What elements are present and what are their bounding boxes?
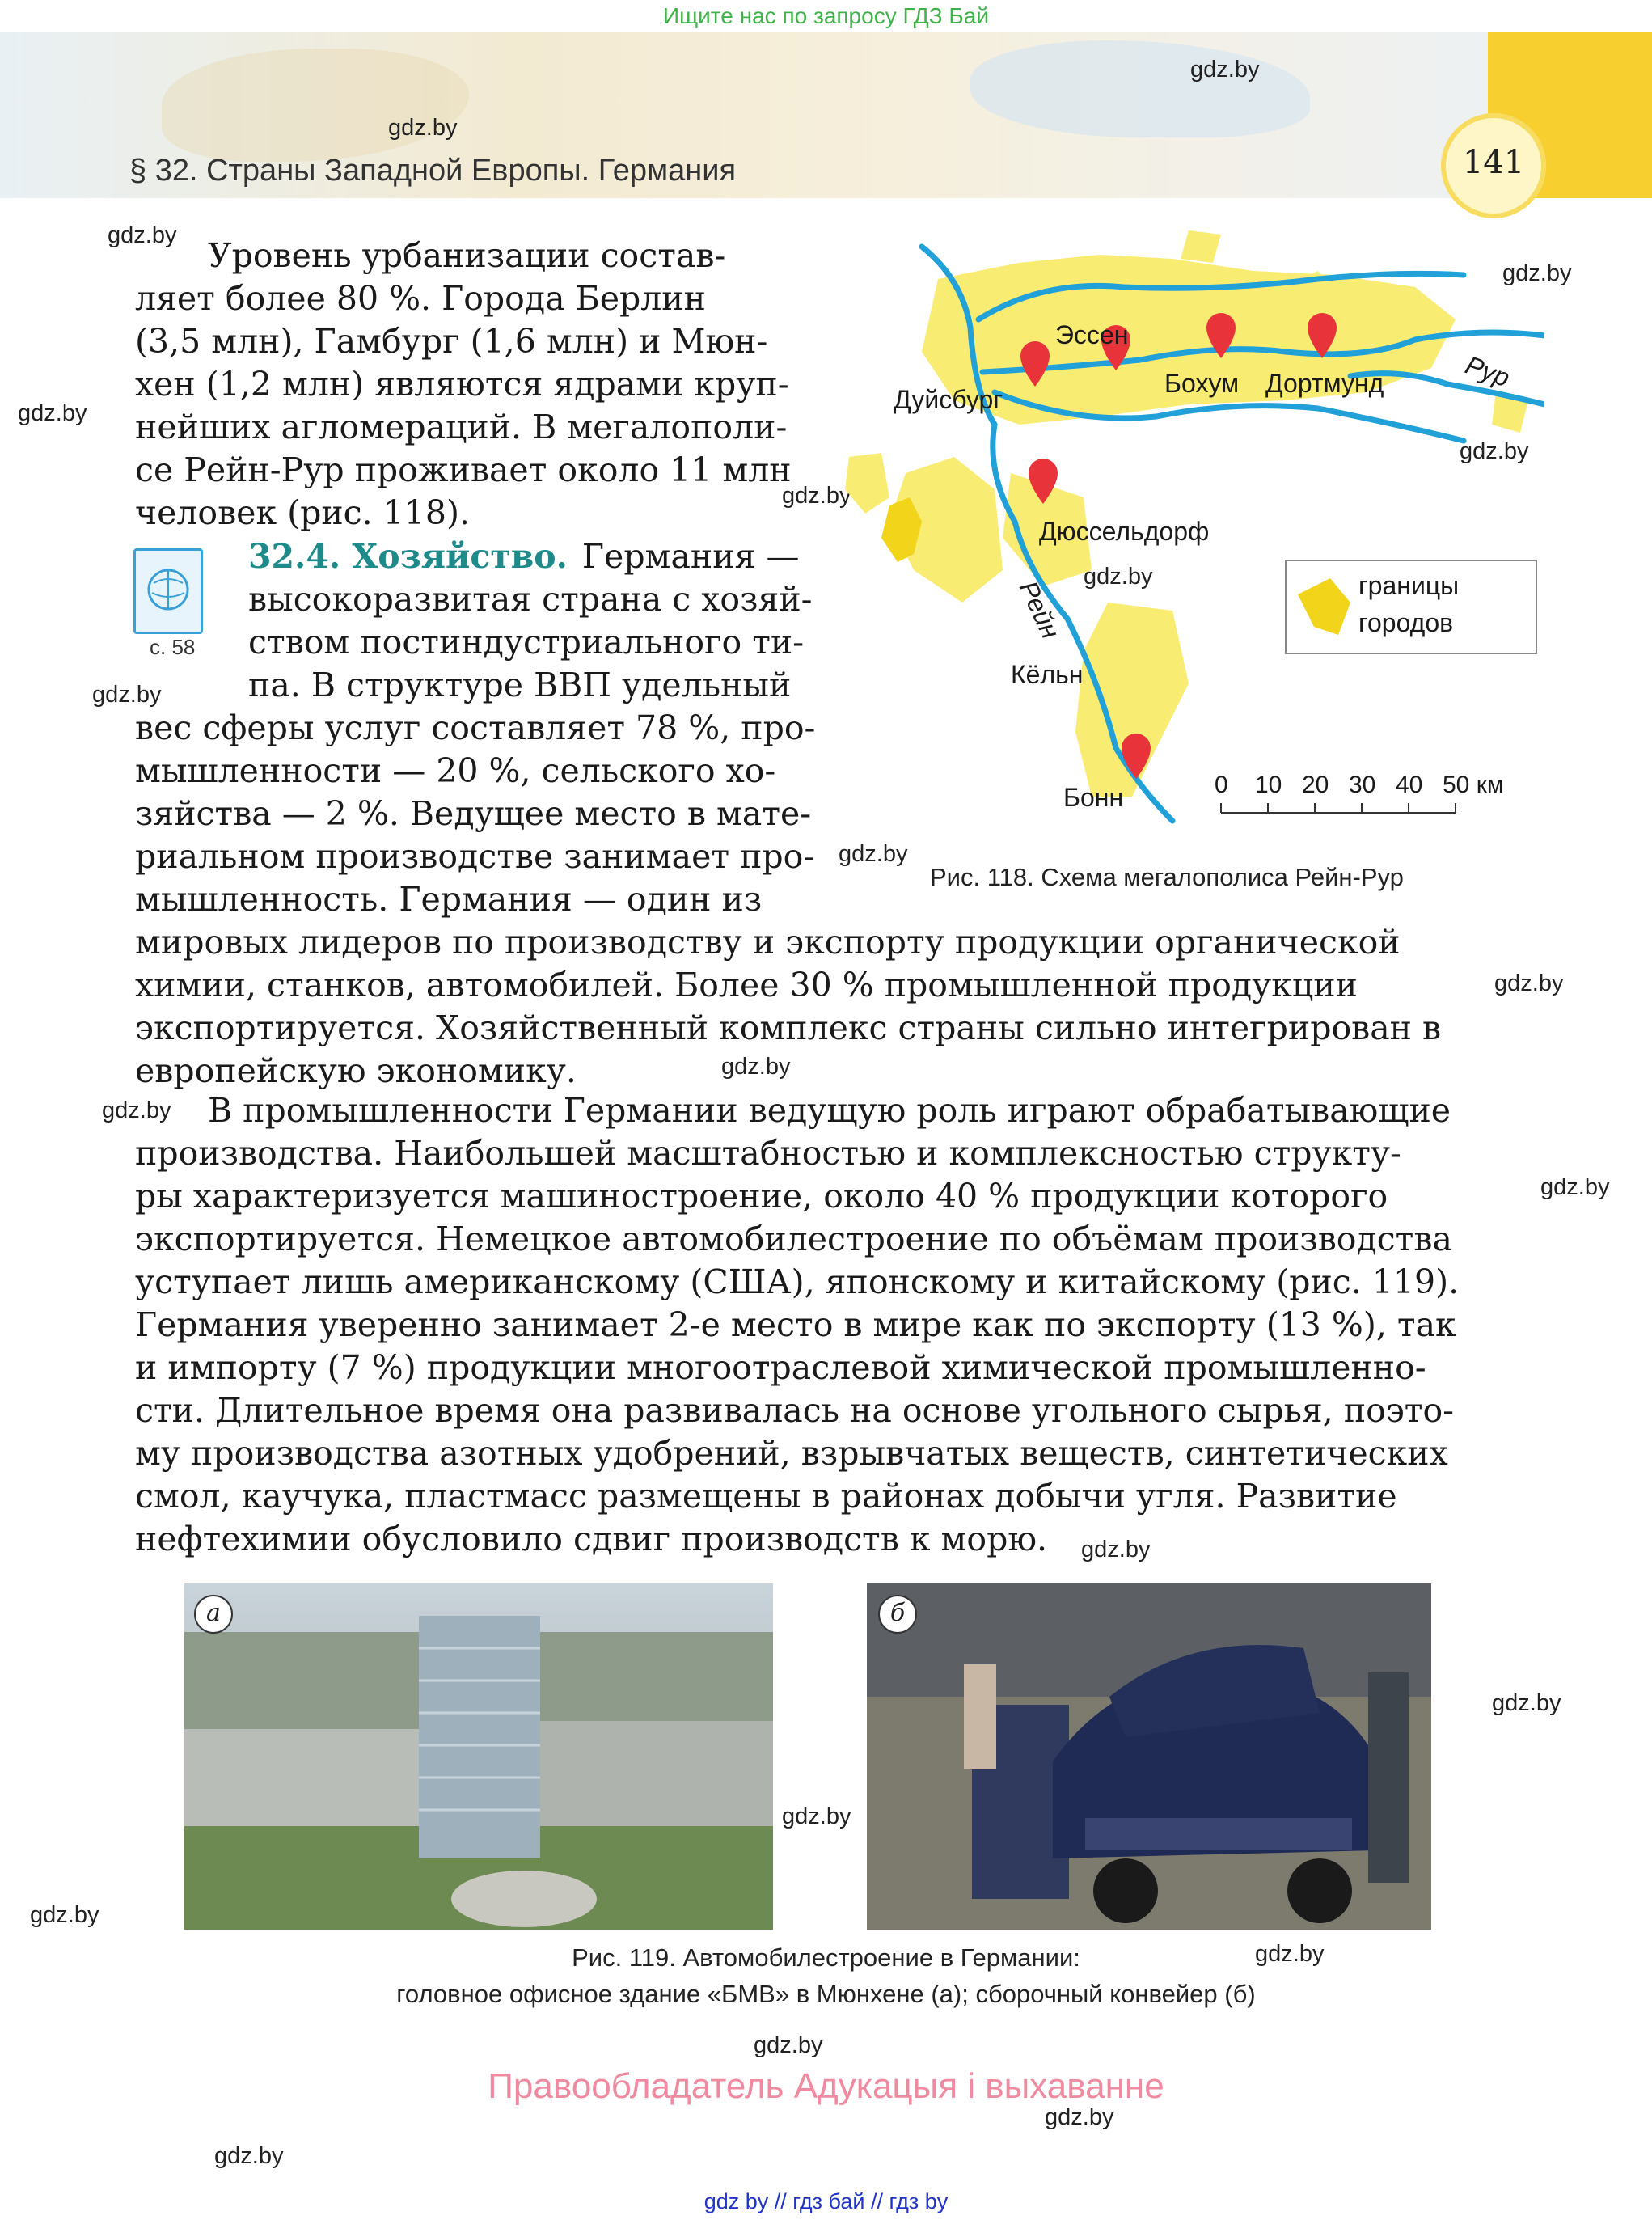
page-number: 141 bbox=[1462, 144, 1525, 181]
figure-119-caption-line1: Рис. 119. Автомобилестроение в Германии: bbox=[572, 1943, 1080, 1972]
chapter-title: § 32. Страны Западной Европы. Германия bbox=[129, 154, 737, 188]
scale-tick: 10 bbox=[1255, 772, 1282, 798]
scale-tick: 0 bbox=[1215, 772, 1228, 798]
map-legend bbox=[1286, 560, 1536, 653]
figure-118-caption: Рис. 118. Схема мегалополиса Рейн-Рур bbox=[930, 863, 1404, 891]
watermark: gdz.by bbox=[1494, 970, 1564, 996]
text-line: европейскую экономику. bbox=[135, 1051, 577, 1090]
map-scale bbox=[1215, 772, 1503, 813]
river-label-ruhr: Рур bbox=[1461, 349, 1514, 393]
search-hint-banner: Ищите нас по запросу ГДЗ Бай bbox=[662, 3, 990, 28]
city-label-dusseldorf: Дюссельдорф bbox=[1039, 517, 1210, 546]
text-line: вес сферы услуг составляет 78 %, про- bbox=[135, 708, 816, 747]
city-label-bonn: Бонн bbox=[1063, 783, 1124, 812]
scale-tick: 20 bbox=[1302, 772, 1329, 798]
text-line: мышленность. Германия — один из bbox=[135, 880, 763, 919]
text-line: уступает лишь американскому (США), японскому и китайскому (рис. 119). bbox=[135, 1262, 1460, 1301]
legend-text: границы городов bbox=[1358, 571, 1460, 637]
text-line: зяйства — 2 %. Ведущее место в мате- bbox=[135, 794, 812, 833]
text-line: риальном производстве занимает про- bbox=[135, 837, 815, 876]
photo-label-a: а bbox=[194, 1595, 233, 1634]
city-label-dortmund: Дортмунд bbox=[1265, 369, 1384, 398]
figure-119-caption-line2: головное офисное здание «БМВ» в Мюнхене (а); сборочный конвейер (б) bbox=[396, 1980, 1256, 2008]
watermark: gdz.by bbox=[1492, 1690, 1561, 1716]
text-line: и импорту (7 %) продукции многоотраслевой химической промышленно- bbox=[135, 1348, 1426, 1387]
section-heading: 32.4. Хозяйство. bbox=[248, 537, 568, 576]
rhine-ruhr-map bbox=[833, 230, 1544, 845]
watermark: gdz.by bbox=[30, 1902, 99, 1928]
text-line: смол, каучука, пластмасс размещены в районах добычи угля. Развитие bbox=[135, 1477, 1397, 1516]
text-line: ляет более 80 %. Города Берлин bbox=[135, 279, 706, 318]
watermark: gdz.by bbox=[1084, 564, 1153, 590]
watermark: gdz.by bbox=[388, 115, 458, 141]
city-areas bbox=[845, 230, 1528, 797]
section-economy-cont bbox=[135, 707, 816, 921]
text-line: хен (1,2 млн) являются ядрами круп- bbox=[135, 365, 789, 404]
text-line: се Рейн-Рур проживает около 11 млн bbox=[135, 450, 792, 489]
textbook-reference-icon bbox=[133, 548, 203, 634]
text-line: Уровень урбанизации состав- bbox=[208, 236, 726, 275]
text-line: экспортируется. Немецкое автомобилестроение по объёмам производства bbox=[135, 1220, 1452, 1258]
watermark: gdz.by bbox=[1045, 2104, 1114, 2130]
watermark: gdz.by bbox=[92, 682, 162, 708]
watermark: gdz.by bbox=[1460, 438, 1529, 464]
text-line: мировых лидеров по производству и экспорту продукции органической bbox=[135, 923, 1401, 962]
text-line: нефтехимии обусловило сдвиг производств к морю. bbox=[135, 1520, 1048, 1558]
textbook-page-ref: с. 58 bbox=[150, 635, 196, 659]
copyright-notice: Правообладатель Адукацыя і выхаванне bbox=[488, 2066, 1164, 2106]
scale-tick: 30 bbox=[1349, 772, 1376, 798]
text-line: му производства азотных удобрений, взрывчатых веществ, синтетических bbox=[135, 1434, 1448, 1473]
watermark: gdz.by bbox=[1540, 1174, 1610, 1200]
text-line: Германия уверенно занимает 2-е место в мире как по экспорту (13 %), так bbox=[135, 1305, 1456, 1344]
watermark: gdz.by bbox=[108, 222, 177, 248]
city-label-koln: Кёльн bbox=[1011, 660, 1084, 689]
text-line: высокоразвитая страна с хозяй- bbox=[248, 580, 813, 619]
text-line: Германия — bbox=[581, 537, 800, 576]
watermark: gdz.by bbox=[782, 483, 851, 509]
watermark: gdz.by bbox=[721, 1054, 791, 1080]
text-line: экспортируется. Хозяйственный комплекс страны сильно интегрирован в bbox=[135, 1008, 1442, 1047]
paragraph-industry bbox=[135, 1089, 1479, 1561]
watermark: gdz.by bbox=[1255, 1941, 1325, 1967]
river-label-rhine: Рейн bbox=[1013, 576, 1066, 644]
watermark: gdz.by bbox=[754, 2032, 823, 2058]
photo-assembly-line bbox=[867, 1583, 1431, 1930]
watermark: gdz.by bbox=[1081, 1537, 1151, 1562]
text-line: ры характеризуется машиностроение, около 40 % продукции которого bbox=[135, 1177, 1388, 1216]
text-line: па. В структуре ВВП удельный bbox=[248, 666, 792, 704]
paragraph-urbanization bbox=[135, 235, 808, 535]
text-line: мышленности — 20 %, сельского хо- bbox=[135, 751, 776, 790]
footer-links[interactable]: gdz by // гдз бай // гдз by bbox=[703, 2189, 949, 2213]
text-line: В промышленности Германии ведущую роль играют обрабатывающие bbox=[208, 1091, 1451, 1130]
city-label-bochum: Бохум bbox=[1164, 369, 1240, 398]
watermark: gdz.by bbox=[18, 400, 87, 426]
watermark: gdz.by bbox=[1190, 57, 1260, 82]
section-economy-wide bbox=[135, 921, 1479, 1093]
text-line: человек (рис. 118). bbox=[135, 493, 470, 532]
scale-tick: 50 км bbox=[1443, 772, 1504, 798]
watermark: gdz.by bbox=[1502, 260, 1572, 286]
text-line: производства. Наибольшей масштабностью и комплексностью структу- bbox=[135, 1134, 1401, 1173]
section-economy bbox=[248, 535, 813, 707]
watermark: gdz.by bbox=[102, 1097, 171, 1123]
text-line: химии, станков, автомобилей. Более 30 % промышленной продукции bbox=[135, 966, 1358, 1004]
watermark: gdz.by bbox=[839, 841, 908, 867]
photo-label-b: б bbox=[878, 1595, 917, 1634]
watermark: gdz.by bbox=[782, 1803, 851, 1829]
text-line: нейших агломераций. В мегалополи- bbox=[135, 408, 788, 446]
city-label-essen: Эссен bbox=[1055, 320, 1129, 349]
text-line: ством постиндустриального ти- bbox=[248, 623, 805, 662]
city-label-duisburg: Дуйсбург bbox=[894, 385, 1003, 414]
photo-bmw-headquarters bbox=[184, 1583, 773, 1930]
text-line: (3,5 млн), Гамбург (1,6 млн) и Мюн- bbox=[135, 322, 768, 361]
watermark: gdz.by bbox=[214, 2143, 284, 2169]
text-line: сти. Длительное время она развивалась на основе угольного сырья, поэто- bbox=[135, 1391, 1455, 1430]
scale-tick: 40 bbox=[1396, 772, 1423, 798]
